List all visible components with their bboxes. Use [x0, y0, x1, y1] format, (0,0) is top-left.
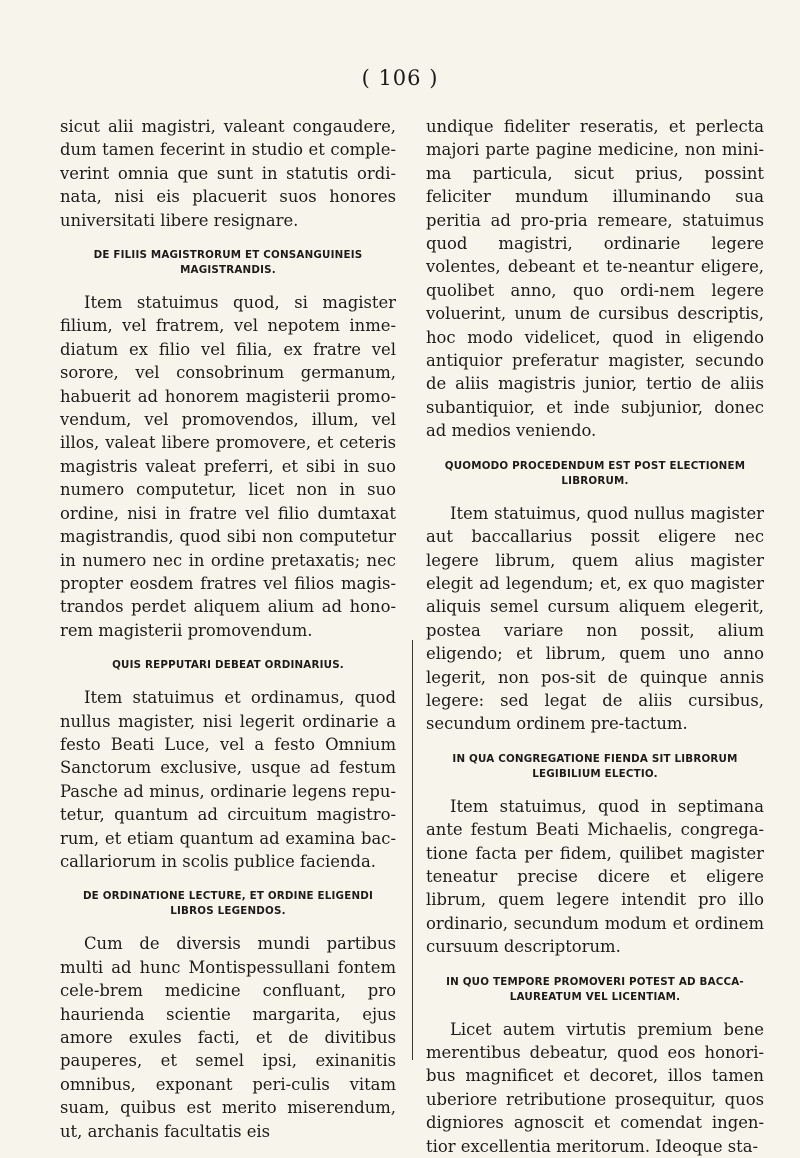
left-column — [60, 115, 396, 1143]
section-heading: DE FILIIS MAGISTRORUM ET CONSANGUINEIS MAGISTRANDIS. — [93, 249, 363, 277]
paragraph: Cum de diversis mundi partibus multi ad hunc Montispessullani fontem cele-brem medicine confluant, pro haurienda scientie margarita, ejus amore exules facti, et de divitibus pauperes, et semel ipsi, exinanitis omnibus, exponant peri-culis vitam suam, quibus est merito miserendum, ut, archanis facultatis eis — [60, 934, 396, 1141]
section-heading: IN QUO TEMPORE PROMOVERI POTEST AD BACCA-LAUREATUM VEL LICENTIAM. — [446, 975, 744, 1003]
paragraph: Licet autem virtutis premium bene merentibus debeatur, quod eos honori-bus magnificet et decoret, illos tamen uberiore retributione prosequitur, quos digniores agnoscit et comendat ingen-tior excellentia meritorum. Ideoque sta- — [426, 1019, 764, 1156]
section-heading: QUOMODO PROCEDENDUM EST POST ELECTIONEM LIBRORUM. — [444, 459, 746, 487]
page-number: ( 106 ) — [361, 66, 439, 90]
paragraph: Item statuimus, quod in septimana ante festum Beati Michaelis, congrega-tione facta per fidem, quilibet magister teneatur precise dicere et eligere librum, quem legere intendit pro illo ordinario, secundum modum et ordinem cursuum descriptorum. — [426, 796, 764, 957]
section-heading: DE ORDINATIONE LECTURE, ET ORDINE ELIGENDI LIBROS LEGENDOS. — [82, 890, 374, 918]
right-column — [426, 115, 764, 1158]
section-heading: QUIS REPPUTARI DEBEAT ORDINARIUS. — [112, 659, 344, 672]
section-heading: IN QUA CONGREGATIONE FIENDA SIT LIBRORUM LEGIBILIUM ELECTIO. — [452, 752, 738, 780]
paragraph: Item statuimus quod, si magister filium, vel fratrem, vel nepotem inme-diatum ex filio vel filia, ex fratre vel sorore, vel consobrinum germanum, habuerit ad honorem magisterii promo-vendum, vel promovendos, illum, vel illos, valeat libere promovere, et ceteris magistris valeat preferri, et sibi in suo numero computetur, licet non in suo ordine, nisi in fratre vel filio dumtaxat magistrandis, quod sibi non computetur in numero nec in ordine pretaxatis; nec propter eosdem fratres vel filios magis-trandos perdet aliquem alium ad hono-rem magisterii promovendum. — [60, 293, 396, 640]
column-divider — [412, 640, 413, 1060]
paragraph: Item statuimus, quod nullus magister aut baccallarius possit eligere nec legere librum, quem alius magister elegit ad legendum; et, ex quo magister aliquis semel cursum aliquem elegerit, postea variare non possit, alium eligendo; et librum, quem uno anno legerit, non pos-sit de quinque annis legere: sed legat de aliis cursibus, secundum ordinem pre-tactum. — [426, 503, 764, 734]
paragraph: sicut alii magistri, valeant congaudere, dum tamen fecerint in studio et comple-verint omnia que sunt in statutis ordi-nata, nisi eis placuerit suos honores universitati libere resignare. — [60, 117, 396, 230]
paragraph: undique fideliter reseratis, et perlecta majori parte pagine medicine, non mini-ma particula, sicut prius, possint feliciter mundum illuminando sua peritia ad pro-pria remeare, statuimus quod magistri, ordinarie legere volentes, debeant et te-neantur eligere, quolibet anno, quo ordi-nem legere voluerint, unum de cursibus descriptis, hoc modo videlicet, quod in eligendo antiquior preferatur magister, secundo de aliis magistris junior, tertio de aliis subantiquior, et inde subjunior, donec ad medios veniendo. — [426, 117, 764, 441]
paragraph: Item statuimus et ordinamus, quod nullus magister, nisi legerit ordinarie a festo Beati Luce, vel a festo Omnium Sanctorum exclusive, usque ad festum Pasche ad minus, ordinarie legens repu-tetur, quantum ad circuitum magistro-rum, et etiam quantum ad examina bac-callariorum in scolis publice facienda. — [60, 688, 396, 871]
